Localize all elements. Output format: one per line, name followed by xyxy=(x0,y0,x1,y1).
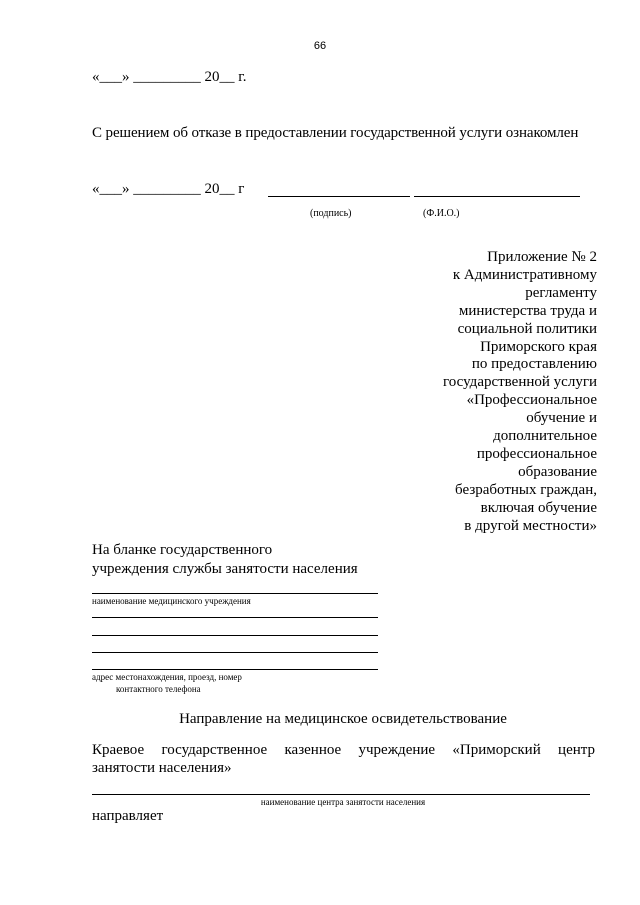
appendix-line: безработных граждан, xyxy=(455,481,597,498)
direction-title: Направление на медицинское освидетельствование xyxy=(179,711,507,727)
date-line-signature: «___» _________ 20__ г xyxy=(92,181,245,197)
center-name-line-2: занятости населения» xyxy=(92,760,232,776)
medical-institution-line xyxy=(92,593,378,594)
appendix-line: социальной политики xyxy=(457,320,597,337)
medical-institution-caption: наименование медицинского учреждения xyxy=(92,596,251,606)
fio-line xyxy=(414,196,580,197)
appendix-line: дополнительное xyxy=(493,428,597,445)
directs-word: направляет xyxy=(92,808,164,824)
signature-caption: (подпись) xyxy=(310,208,352,219)
appendix-line: профессиональное xyxy=(476,445,597,462)
date-line-top: «___» _________ 20__ г. xyxy=(92,69,247,85)
address-line-1 xyxy=(92,617,378,618)
address-caption-2: контактного телефона xyxy=(116,684,201,694)
letterhead-line-1: На бланке государственного xyxy=(92,542,273,558)
appendix-line: включая обучение xyxy=(480,499,597,516)
appendix-line: Приложение № 2 xyxy=(487,249,597,265)
center-name-caption: наименование центра занятости населения xyxy=(260,797,426,807)
appendix-line: регламенту xyxy=(525,284,597,301)
center-name-line-1: Краевое государственное казенное учреждение «Приморский центр xyxy=(92,742,595,758)
appendix-line: государственной услуги xyxy=(443,374,597,391)
appendix-line: образование xyxy=(518,463,597,480)
appendix-line: министерства труда и xyxy=(458,302,597,319)
letterhead-line-2: учреждения службы занятости населения xyxy=(92,561,358,577)
center-name-paragraph xyxy=(92,741,595,777)
appendix-line: к Административному xyxy=(452,266,597,283)
page-number: 66 xyxy=(313,40,327,52)
acquaintance-statement: С решением об отказе в предоставлении государственной услуги ознакомлен xyxy=(92,125,579,141)
appendix-block xyxy=(357,249,597,536)
appendix-line: обучение и xyxy=(526,410,597,427)
address-line-2 xyxy=(92,635,378,636)
address-line-4 xyxy=(92,669,378,670)
signature-line xyxy=(268,196,410,197)
center-name-line xyxy=(92,794,590,795)
address-caption-1: адрес местонахождения, проезд, номер xyxy=(92,672,242,682)
fio-caption: (Ф.И.О.) xyxy=(423,208,460,219)
address-line-3 xyxy=(92,652,378,653)
appendix-line: Приморского края xyxy=(480,338,597,355)
appendix-line: «Профессиональное xyxy=(466,392,597,409)
appendix-line: в другой местности» xyxy=(464,517,597,534)
appendix-line: по предоставлению xyxy=(471,356,597,373)
